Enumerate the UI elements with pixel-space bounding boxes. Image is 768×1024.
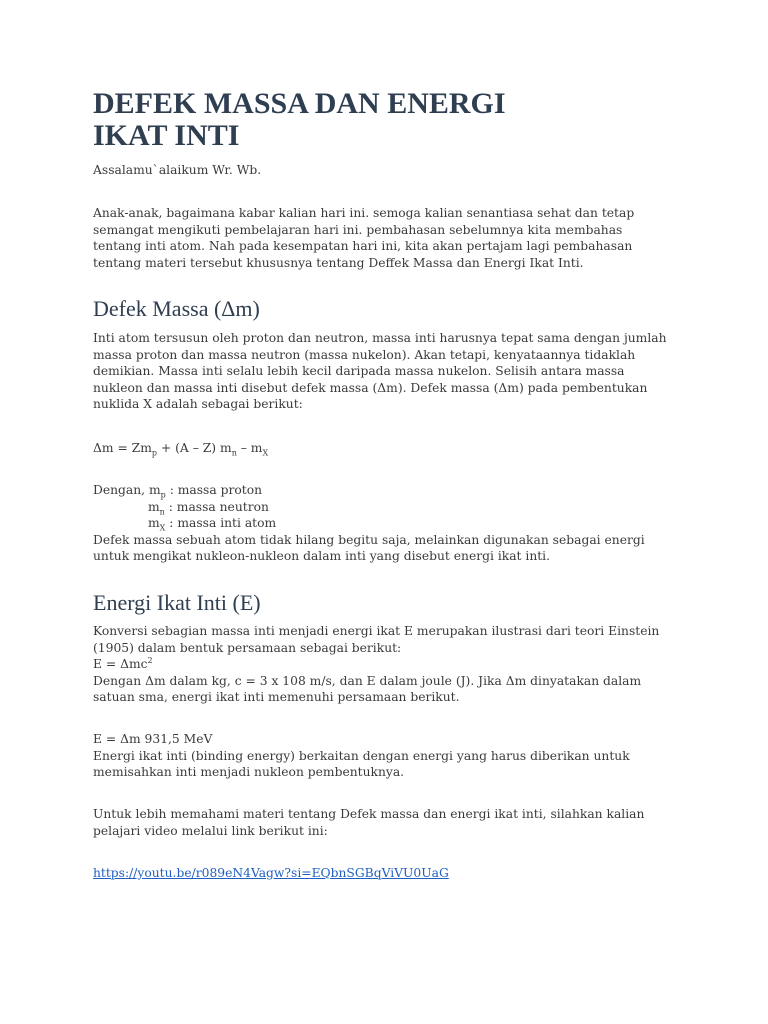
energi-ikat-paragraph	[93, 623, 683, 706]
video-link-paragraph	[93, 865, 683, 882]
formula-superscript: 2	[147, 655, 153, 665]
mev-formula: E = Δm 931,5 MeV	[93, 732, 213, 746]
definition-neutron	[93, 499, 683, 516]
definition-subscript: n	[159, 506, 165, 516]
definitions-list	[93, 482, 683, 565]
intro-line: tentang materi tersebut khususnya tentang Deffek Massa dan Energi Ikat Inti.	[93, 255, 584, 270]
definition-inti	[93, 515, 683, 532]
document-title	[93, 88, 683, 152]
definition-symbol: m	[148, 499, 160, 514]
definition-proton	[93, 482, 683, 499]
intro-paragraph	[93, 205, 683, 271]
definition-symbol: m	[148, 516, 160, 530]
definition-text: : massa inti atom	[165, 516, 277, 530]
video-paragraph	[93, 806, 683, 839]
formula-part: E = Δmc	[93, 657, 148, 671]
title-line-1: DEFEK MASSA DAN ENERGI	[93, 87, 506, 120]
paragraph-line: Energi ikat inti (binding energy) berkaitan dengan energi yang harus diberikan untuk	[93, 748, 630, 763]
paragraph-line: satuan sma, energi ikat inti memenuhi persamaan berikut.	[93, 690, 460, 704]
section-heading-energi-ikat: Energi Ikat Inti (E)	[93, 590, 261, 615]
defek-massa-formula	[93, 440, 683, 457]
formula-subscript: X	[262, 448, 269, 458]
paragraph-line: Inti atom tersusun oleh proton dan neutron, massa inti harusnya tepat sama dengan jumlah	[93, 331, 667, 345]
formula-part: – m	[236, 441, 263, 455]
formula-subscript: p	[151, 448, 157, 458]
paragraph-line: (1905) dalam bentuk persamaan sebagai berikut:	[93, 640, 402, 655]
defek-massa-paragraph	[93, 330, 683, 413]
paragraph-line: massa proton dan massa neutron (massa nukelon). Akan tetapi, kenyataannya tidaklah	[93, 347, 636, 362]
paragraph-line: nuklida X adalah sebagai berikut:	[93, 397, 303, 411]
definition-subscript: X	[159, 523, 166, 533]
section-heading-defek-massa: Defek Massa (Δm)	[93, 296, 260, 321]
definition-prefix: Dengan, m	[93, 483, 161, 497]
paragraph-line: Defek massa sebuah atom tidak hilang begitu saja, melainkan digunakan sebagai energi	[93, 532, 645, 547]
title-line-2: IKAT INTI	[93, 119, 240, 152]
paragraph-line: pelajari video melalui link berikut ini:	[93, 823, 328, 838]
paragraph-line: Dengan Δm dalam kg, c = 3 x 108 m/s, dan E dalam joule (J). Jika Δm dinyatakan dalam	[93, 673, 642, 688]
paragraph-line: Untuk lebih memahami materi tentang Defek massa dan energi ikat inti, silahkan kalian	[93, 807, 645, 821]
paragraph-line: untuk mengikat nukleon-nukleon dalam inti yang disebut energi ikat inti.	[93, 549, 551, 563]
paragraph-line: Konversi sebagian massa inti menjadi energi ikat E merupakan ilustrasi dari teori Einstein	[93, 624, 660, 638]
paragraph-line: demikian. Massa inti selalu lebih kecil daripada massa nukelon. Selisih antara massa	[93, 364, 625, 378]
definition-text: : massa neutron	[164, 499, 269, 514]
intro-line: semangat mengikuti pembelajaran hari ini. pembahasan sebelumnya kita membahas	[93, 222, 623, 237]
formula-part: Δm = Zm	[93, 441, 152, 455]
paragraph-line: memisahkan inti menjadi nukleon pembentuknya.	[93, 765, 405, 779]
binding-energy-paragraph	[93, 731, 683, 781]
paragraph-line: nukleon dan massa inti disebut defek massa (Δm). Defek massa (Δm) pada pembentukan	[93, 380, 648, 395]
youtube-link[interactable]: https://youtu.be/r089eN4Vagw?si=EQbnSGBqViVU0UaG	[93, 866, 449, 880]
formula-part: + (A – Z) m	[157, 441, 232, 455]
einstein-formula	[93, 656, 683, 673]
definition-subscript: p	[160, 490, 166, 500]
definition-text: : massa proton	[165, 483, 263, 497]
greeting: Assalamu`alaikum Wr. Wb.	[93, 163, 262, 177]
intro-line: tentang inti atom. Nah pada kesempatan hari ini, kita akan pertajam lagi pembahasan	[93, 239, 633, 253]
formula-subscript: n	[231, 448, 237, 458]
intro-line: Anak-anak, bagaimana kabar kalian hari ini. semoga kalian senantiasa sehat dan tetap	[93, 206, 635, 220]
